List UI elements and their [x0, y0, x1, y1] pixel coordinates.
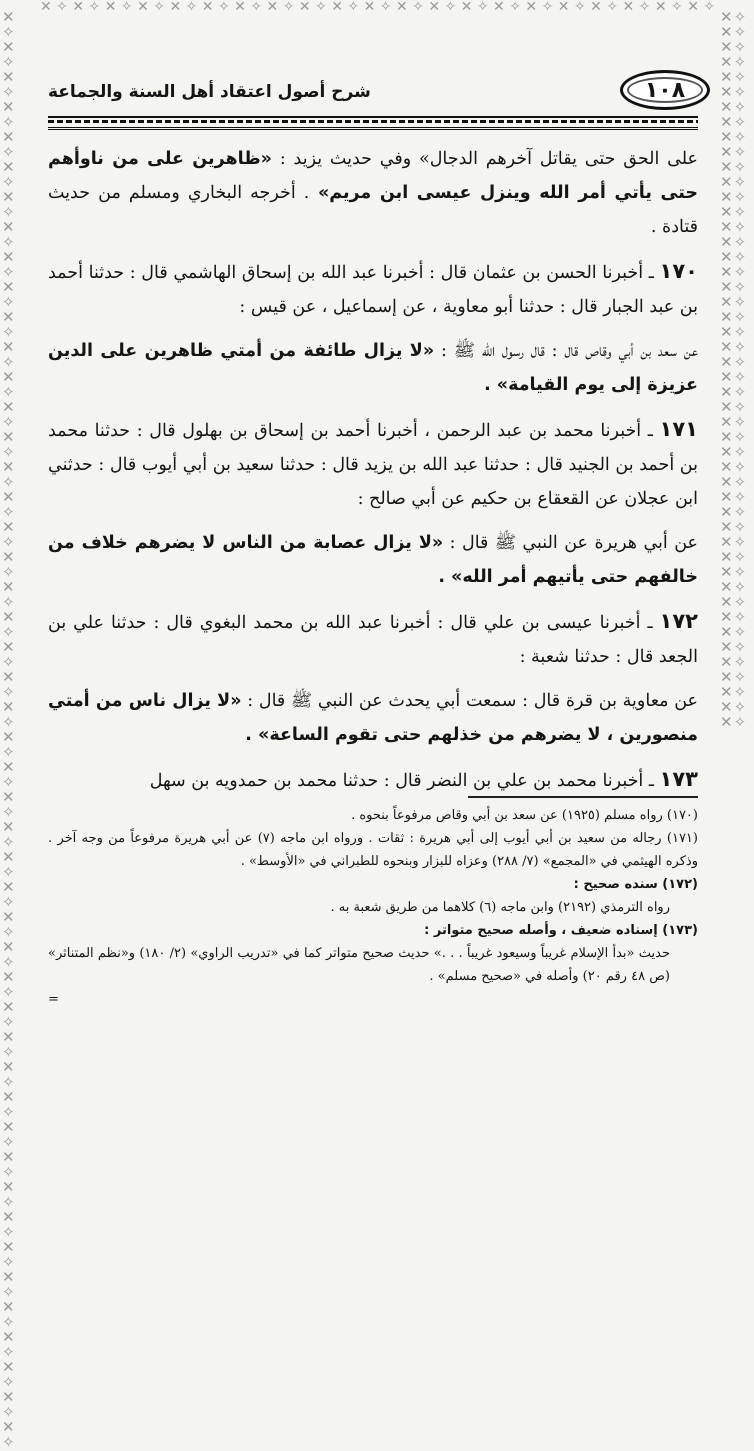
- hadith-172-matn: عن معاوية بن قرة قال : سمعت أبي يحدث عن النبي ﷺ قال : «لا يزال ناس من أمتي منصورين ، لا يضرهم من خذلهم حتى تقوم الساعة» .: [48, 691, 698, 745]
- header-rule: [48, 116, 698, 130]
- top-border-ornament: ✕ ✧ ✕ ✧ ✕ ✧ ✕ ✧ ✕ ✧ ✕ ✧ ✕ ✧ ✕ ✧ ✕ ✧ ✕ ✧ ✕ ✧ ✕ ✧ ✕ ✧ ✕ ✧ ✕ ✧ ✕ ✧ ✕ ✧ ✕ ✧ ✕ ✧ ✕ ✧ ✕ ✧: [40, 0, 716, 15]
- footnote-172-body: رواه الترمذي (٢١٩٢) وابن ماجه (٦) كلاهما من طريق شعبة به .: [330, 900, 670, 915]
- hadith-170-isnad: ١٧٠ ـ أخبرنا الحسن بن عثمان قال : أخبرنا عبد الله بن إسحاق الهاشمي قال : حدثنا أحمد بن عبد الجبار قال : حدثنا أبو معاوية ، عن إسماعيل ، عن قيس :: [48, 259, 698, 317]
- running-title: شرح أصول اعتقاد أهل السنة والجماعة: [48, 82, 371, 102]
- paragraph-continuation: على الحق حتى يقاتل آخرهم الدجال» وفي حديث يزيد : «ظاهرين على من ناوأهم حتى يأتي أمر الله وينزل عيسى ابن مريم» . أخرجه البخاري ومسلم من حديث قتادة .: [48, 149, 698, 237]
- hadith-number: ١٧٠: [659, 259, 698, 283]
- footnotes: [48, 804, 698, 1011]
- hadith-number: ١٧١: [659, 417, 698, 441]
- page-number: ١٠٨: [620, 70, 710, 110]
- left-border-ornament: ✕✧✕✧✕✧✕✧✕✧✕✧✕✧✕✧✕✧✕✧✕✧✕✧✕✧✕✧✕✧✕✧✕✧✕✧✕✧✕✧✕✧✕✧✕✧✕✧✕✧✕✧✕✧✕✧✕✧✕✧✕✧✕✧✕✧✕✧✕✧✕✧✕✧✕✧✕✧✕✧✕✧✕✧✕✧✕✧✕✧✕✧✕✧✕✧: [2, 8, 16, 1451]
- continuation-mark: =: [48, 992, 59, 1007]
- hadith-171-matn: عن أبي هريرة عن النبي ﷺ قال : «لا يزال عصابة من الناس لا يضرهم خلاف من خالفهم حتى يأتيهم أمر الله» .: [48, 533, 698, 587]
- hadith-173-isnad: ١٧٣ ـ أخبرنا محمد بن علي بن النضر قال : حدثنا محمد بن حمدويه بن سهل: [149, 767, 698, 791]
- hadith-number: ١٧٣: [659, 767, 698, 791]
- right-border-ornament: ✕✧✕✧✕✧✕✧✕✧✕✧✕✧✕✧✕✧✕✧✕✧✕✧✕✧✕✧✕✧✕✧✕✧✕✧✕✧✕✧✕✧✕✧✕✧✕✧✕✧✕✧✕✧✕✧✕✧✕✧✕✧✕✧✕✧✕✧✕✧✕✧✕✧✕✧✕✧✕✧✕✧✕✧✕✧✕✧✕✧✕✧✕✧✕✧: [720, 8, 748, 731]
- main-text: [48, 142, 698, 808]
- footnote-separator: [468, 796, 698, 798]
- footnote-170: (١٧٠) رواه مسلم (١٩٢٥) عن سعد بن أبي وقاص مرفوعاً بنحوه .: [351, 808, 698, 823]
- hadith-171-isnad: ١٧١ ـ أخبرنا محمد بن عبد الرحمن ، أخبرنا أحمد بن إسحاق بن بهلول قال : حدثنا محمد بن أحمد بن الجنيد قال : حدثنا عبد الله بن يزيد قال : حدثنا سعيد بن أبي أيوب قال : حدثني ابن عجلان عن القعقاع بن حكيم عن أبي صالح :: [48, 417, 698, 509]
- hadith-172-isnad: ١٧٢ ـ أخبرنا عيسى بن علي قال : أخبرنا عبد الله بن محمد البغوي قال : حدثنا علي بن الجعد قال : حدثنا شعبة :: [48, 609, 698, 667]
- footnote-171: (١٧١) رجاله من سعيد بن أبي أيوب إلى أبي هريرة : ثقات . ورواه ابن ماجه (٧) عن أبي هريرة مرفوعاً من وجه آخر . وذكره الهيثمي في «المجمع» (٧/ ٢٨٨) وعزاه للبزار وبنحوه للطبراني في «الأوسط» .: [48, 831, 698, 869]
- book-page: [48, 77, 699, 1090]
- hadith-170-matn: عن سعد بن أبي وقاص قال : قال رسول الله ﷺ : «لا يزال طائفة من أمتي ظاهرين على الدين عزيزة إلى يوم القيامة» .: [48, 341, 699, 395]
- footnote-173-body: حديث «بدأ الإسلام غريباً وسيعود غريباً . . .» حديث صحيح متواتر كما في «تدريب الراوي» (٢/ ١٨٠) و«نظم المتناثر» (ص ٤٨ رقم ٢٠) وأصله في «صحيح مسلم» .: [48, 946, 671, 984]
- hadith-number: ١٧٢: [659, 609, 698, 633]
- page-header: [48, 77, 698, 112]
- footnote-172-heading: (١٧٢) سنده صحيح :: [573, 877, 698, 892]
- footnote-173-heading: (١٧٣) إسناده ضعيف ، وأصله صحيح متواتر :: [424, 923, 698, 938]
